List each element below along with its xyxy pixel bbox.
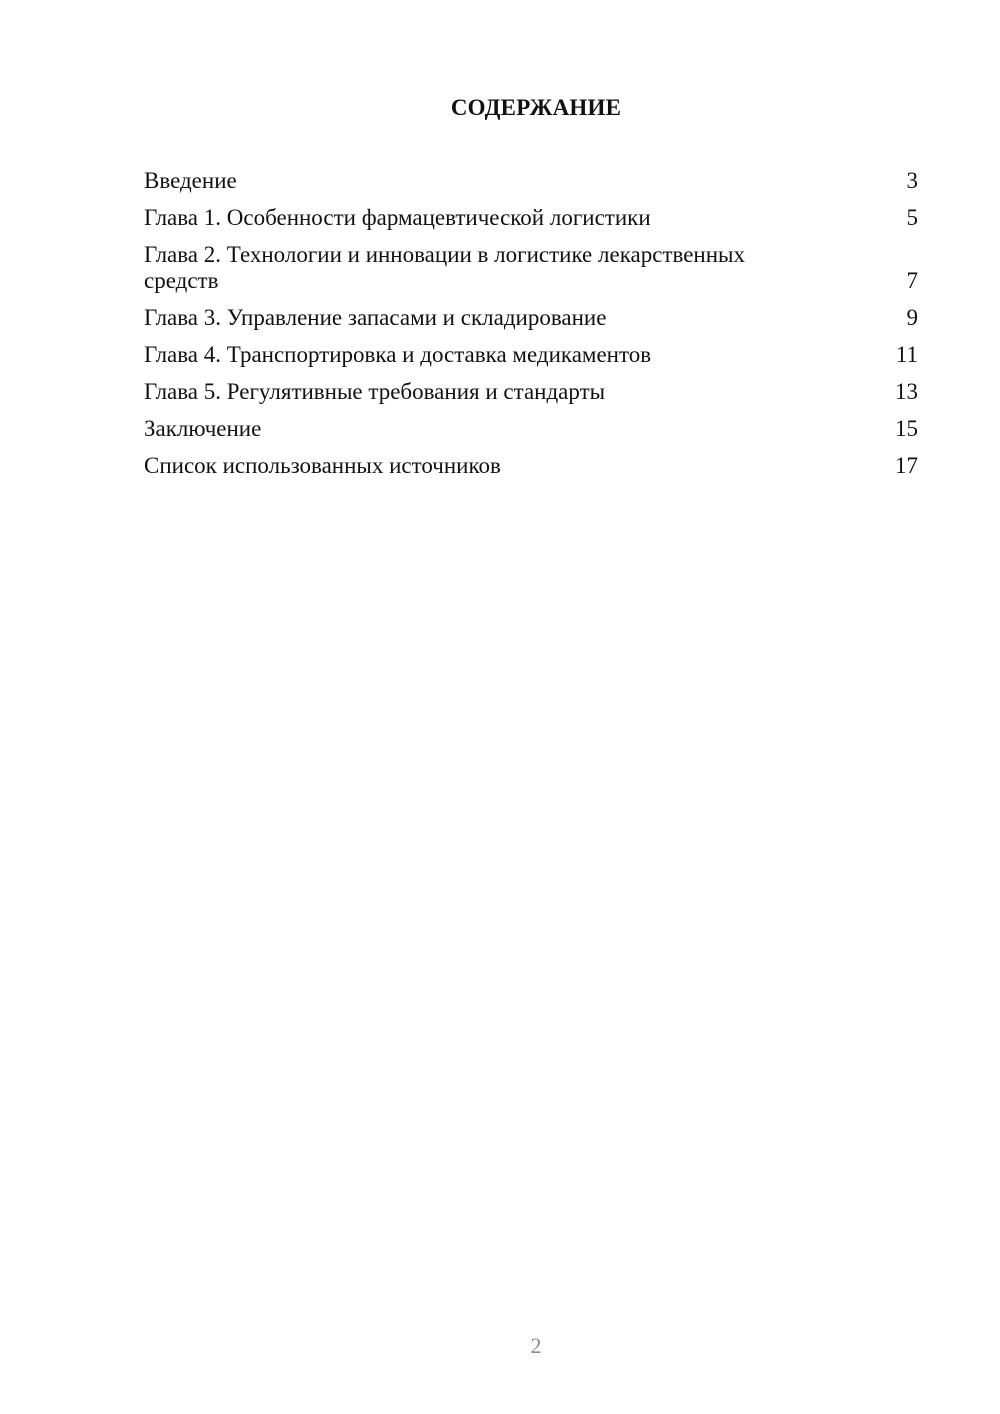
toc-entry	[144, 342, 918, 368]
toc-entry-title: Глава 5. Регулятивные требования и стандарты	[144, 379, 606, 404]
toc-entry	[144, 242, 918, 294]
toc-entry-title: Глава 4. Транспортировка и доставка медикаментов	[144, 342, 652, 367]
toc-entry-title: Глава 3. Управление запасами и складирование	[144, 305, 607, 330]
toc-entry-title: Заключение	[144, 416, 262, 441]
toc-entry	[144, 379, 918, 405]
toc-entry	[144, 416, 918, 442]
toc-entry-title: Введение	[144, 168, 237, 193]
toc-entry-page: 15	[895, 416, 918, 441]
table-of-contents	[144, 168, 918, 490]
page-number: 2	[530, 1333, 542, 1358]
toc-entry-page: 5	[906, 205, 918, 230]
toc-entry	[144, 453, 918, 479]
toc-entry-page: 11	[895, 342, 918, 367]
toc-entry	[144, 168, 918, 194]
toc-entry-page: 3	[906, 168, 918, 193]
toc-entry-title: Глава 2. Технологии и инновации в логистике лекарственных средств	[144, 242, 745, 293]
toc-entry-title: Глава 1. Особенности фармацевтической логистики	[144, 205, 651, 230]
toc-entry-page: 17	[895, 453, 918, 478]
toc-entry-title: Список использованных источников	[144, 453, 501, 478]
toc-entry	[144, 305, 918, 331]
toc-entry-page: 13	[895, 379, 918, 404]
toc-heading: СОДЕРЖАНИЕ	[450, 95, 622, 120]
toc-entry-page: 7	[906, 268, 918, 293]
toc-entry	[144, 205, 918, 231]
toc-entry-page: 9	[906, 305, 918, 330]
